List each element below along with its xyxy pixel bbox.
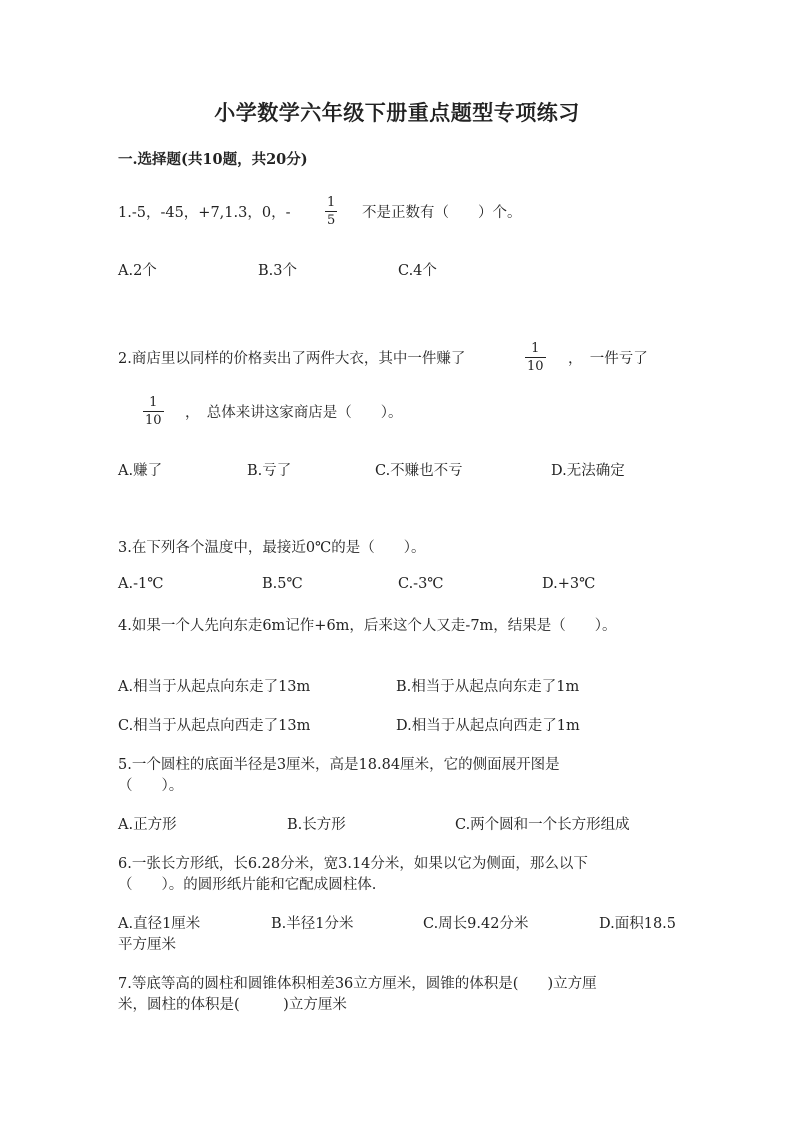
q5-option-b[interactable]: B.长方形 <box>287 817 346 833</box>
q4-option-c[interactable]: C.相当于从起点向西走了13m <box>118 718 311 734</box>
q3-option-d[interactable]: D.+3℃ <box>542 576 596 592</box>
q1-fraction-numerator: 1 <box>327 195 336 210</box>
q2-fraction-2-numerator: 1 <box>149 395 158 410</box>
q3-option-a[interactable]: A.-1℃ <box>118 576 164 592</box>
q7-stem-line1: 7.等底等高的圆柱和圆锥体积相差36立方厘米，圆锥的体积是( )立方厘 <box>118 976 597 992</box>
q3-option-b[interactable]: B.5℃ <box>262 576 303 592</box>
q2-fraction-1-denominator: 10 <box>527 359 544 374</box>
q5-option-c[interactable]: C.两个圆和一个长方形组成 <box>455 817 630 833</box>
q1-option-c[interactable]: C.4个 <box>398 263 437 279</box>
q2-stem-line2: ， 总体来讲这家商店是（ ）。 <box>185 405 403 421</box>
q1-stem-start: 1.-5，-45，+7,1.3，0，- <box>118 205 291 221</box>
q4-option-d[interactable]: D.相当于从起点向西走了1m <box>396 718 580 734</box>
q1-stem-end: 不是正数有（ ）个。 <box>362 205 522 221</box>
q4-stem: 4.如果一个人先向东走6m记作+6m，后来这个人又走-7m，结果是（ ）。 <box>118 618 617 634</box>
q1-fraction-bar <box>325 211 337 212</box>
q6-stem-line1: 6.一张长方形纸，长6.28分米，宽3.14分米，如果以它为侧面，那么以下 <box>118 856 588 872</box>
page-title: 小学数学六年级下册重点题型专项练习 <box>214 100 580 125</box>
q2-option-d[interactable]: D.无法确定 <box>551 463 625 479</box>
section-heading: 一.选择题(共10题，共20分) <box>118 151 308 168</box>
q6-option-b[interactable]: B.半径1分米 <box>271 916 354 932</box>
q4-option-a[interactable]: A.相当于从起点向东走了13m <box>118 679 311 695</box>
q6-option-a[interactable]: A.直径1厘米 <box>118 916 201 932</box>
q6-option-d[interactable]: D.面积18.5 <box>599 916 677 932</box>
q1-option-b[interactable]: B.3个 <box>258 263 297 279</box>
q4-option-b[interactable]: B.相当于从起点向东走了1m <box>396 679 580 695</box>
q6-stem-line2: （ ）。的圆形纸片能和它配成圆柱体. <box>118 877 377 893</box>
q2-fraction-2-denominator: 10 <box>145 413 162 428</box>
q2-option-a[interactable]: A.赚了 <box>118 463 163 479</box>
q2-stem-line1: 2.商店里以同样的价格卖出了两件大衣，其中一件赚了 <box>118 351 466 367</box>
q2-option-c[interactable]: C.不赚也不亏 <box>375 463 463 479</box>
q1-option-a[interactable]: A.2个 <box>118 263 157 279</box>
q2-option-b[interactable]: B.亏了 <box>247 463 292 479</box>
q3-stem: 3.在下列各个温度中，最接近0℃的是（ ）。 <box>118 540 426 556</box>
q7-stem-line2: 米，圆柱的体积是( )立方厘米 <box>118 997 347 1013</box>
q2-fraction-1-bar <box>525 357 546 358</box>
q5-option-a[interactable]: A.正方形 <box>118 817 177 833</box>
q5-stem-line2: （ ）。 <box>118 778 184 794</box>
q6-option-c[interactable]: C.周长9.42分米 <box>423 916 529 932</box>
q3-option-c[interactable]: C.-3℃ <box>398 576 444 592</box>
q2-fraction-1 <box>525 341 546 374</box>
q2-fraction-1-numerator: 1 <box>531 341 540 356</box>
q2-fraction-2-bar <box>143 411 164 412</box>
q6-option-d-continued: 平方厘米 <box>118 937 176 953</box>
q2-stem-mid: ， 一件亏了 <box>568 351 648 367</box>
q1-fraction <box>325 195 337 228</box>
q5-stem-line1: 5.一个圆柱的底面半径是3厘米，高是18.84厘米，它的侧面展开图是 <box>118 757 560 773</box>
q2-fraction-2 <box>143 395 164 428</box>
q1-fraction-denominator: 5 <box>327 213 336 228</box>
